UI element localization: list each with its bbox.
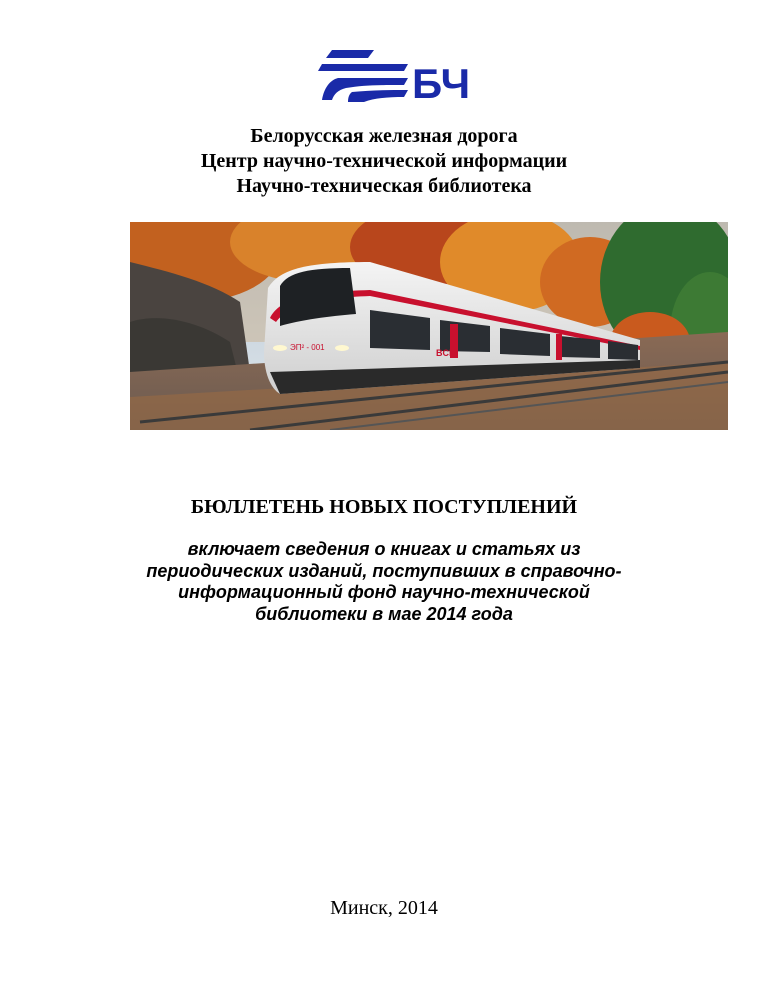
description-line-2: периодических изданий, поступивших в справочно- bbox=[146, 560, 622, 581]
header-line-railway: Белорусская железная дорога bbox=[250, 125, 518, 147]
train-number-label: ЭП² - 001 bbox=[290, 343, 325, 352]
bulletin-title: БЮЛЛЕТЕНЬ НОВЫХ ПОСТУПЛЕНИЙ bbox=[190, 496, 578, 518]
train-photo bbox=[130, 222, 728, 430]
train-illustration bbox=[130, 222, 728, 430]
place-and-year: Минск, 2014 bbox=[330, 897, 438, 919]
header-line-library: Научно-техническая библиотека bbox=[236, 175, 532, 197]
header-line-center: Центр научно-технической информации bbox=[200, 150, 568, 172]
bulletin-description bbox=[0, 539, 768, 625]
bch-railway-logo-icon bbox=[312, 38, 494, 114]
description-line-3: информационный фонд научно-технической bbox=[178, 582, 590, 602]
train-company-logo: BCL bbox=[436, 348, 455, 358]
organization-header bbox=[0, 124, 768, 199]
bch-logo bbox=[312, 38, 494, 114]
logo-text: БЧ bbox=[412, 60, 471, 107]
description-line-4: библиотеки в мае 2014 года bbox=[255, 603, 513, 624]
description-line-1: включает сведения о книгах и статьях из bbox=[187, 539, 581, 559]
